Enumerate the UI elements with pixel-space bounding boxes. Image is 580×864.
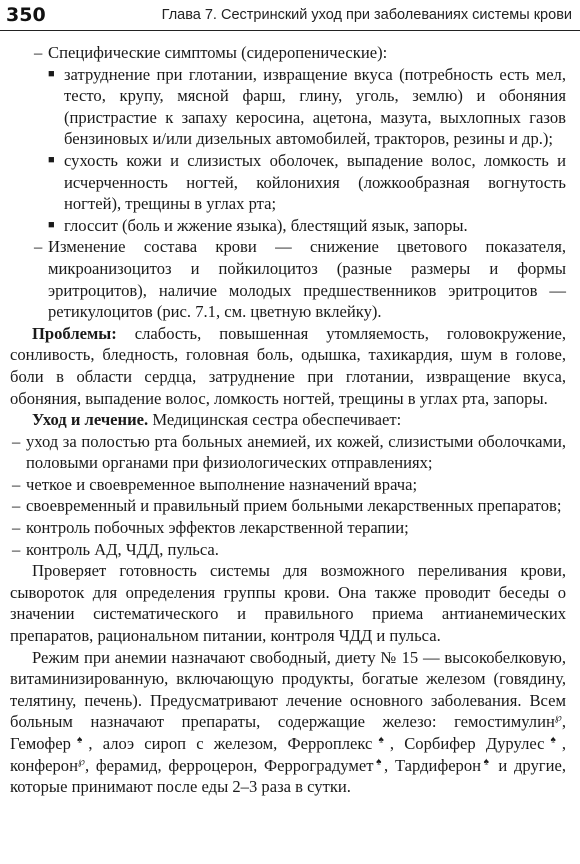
problems-label: Проблемы: [32, 323, 117, 343]
drug-mark: ℘ [554, 712, 562, 724]
care-paragraph [10, 409, 566, 431]
page-header [0, 0, 580, 31]
drug-name: конферон [10, 755, 78, 775]
care-item: – контроль АД, ЧДД, пульса. [10, 539, 566, 561]
drug-name: Сорбифер Дурулес [404, 734, 545, 753]
blood-changes: – Изменение состава крови — снижение цветового показателя, микроанизоцитоз и пойкилоцитоз (разные размеры и формы эритроцитов), наличие молодых предшественников эритроцитов — ретикулоцитов (рис. 7.1, см. цветную вклейку). [10, 236, 566, 322]
readiness-paragraph: Проверяет готовность системы для возможного переливания крови, сывороток для определения группы крови. Она также проводит беседы о значении систематического и правильного приема антианемических препаратов, рациональном питании, контроля ЧДД и пульса. [10, 561, 566, 646]
care-item: – четкое и своевременное выполнение назначений врача; [10, 474, 566, 496]
specific-symptoms-heading: – Специфические симптомы (сидеропенические): [10, 42, 566, 64]
drug-name: Тардиферон [394, 755, 482, 775]
care-label: Уход и лечение. [32, 410, 149, 430]
chapter-title: Глава 7. Сестринский уход при заболеваниях системы крови [161, 7, 572, 23]
drug-name: ферамид, ферроцерон, Ферроградумет [95, 755, 374, 775]
symptom-item: ■ сухость кожи и слизистых оболочек, выпадение волос, ломкость и исчерченность ногтей, койлонихия (ложкообразная вогнутость ногтей), трещины в углах рта; [10, 150, 566, 215]
drug-mark: ℘ [78, 756, 85, 768]
symptom-item: ■ глоссит (боль и жжение языка), блестящий язык, запоры. [10, 215, 566, 237]
drug-name: алоэ сироп с железом, Ферроплекс [102, 734, 373, 753]
drug-mark: ♠ [481, 756, 492, 768]
care-item: – уход за полостью рта больных анемией, их кожей, слизистыми оболочками, половыми органами при физиологических отправлениях; [10, 431, 566, 474]
drug-name: гемостимулин [454, 712, 555, 732]
regimen-paragraph: Режим при анемии назначают свободный, диету № 15 — высокобелковую, витаминизированную, включающую продукты, богатые железом (говядину, телятину, печень). Предусматривают лечение основного заболевания. Всем больным назначают препараты, содержащие железо: гемостимулин℘, Гемофер♠, алоэ сироп с железом, Ферроплекс♠, Сорбифер Дурулес♠, конферон℘, ферамид, ферроцерон, Ферроградумет♠, Тардиферон♠ и другие, которые принимают после еды 2–3 раза в сутки. [10, 647, 567, 797]
regimen-text: Режим при анемии назначают свободный, диету № 15 — высокобелковую, витаминизированную, включающую продукты, богатые железом (говядину, телятину, печень). Предусматривают лечение основного заболевания. Всем больным назначают препараты, содержащие железо: [10, 647, 566, 732]
care-item: – своевременный и правильный прием больными лекарственных препаратов; [10, 495, 566, 517]
page-body [10, 42, 566, 798]
drug-mark: ♠ [372, 734, 390, 746]
drug-name: Гемофер [10, 734, 71, 753]
drug-mark: ♠ [544, 734, 562, 746]
drug-mark: ♠ [70, 734, 89, 746]
page-number: 350 [6, 4, 46, 26]
problems-text: слабость, повышенная утомляемость, головокружение, сонливость, бледность, головная боль, одышка, тахикардия, шум в голове, боли в области сердца, затруднение при глотании, извращение вкуса, обоняния, выпадение волос, ломкость ногтей, трещины в углах рта, запоры. [10, 323, 566, 408]
drug-mark: ♠ [373, 756, 385, 768]
problems-paragraph [10, 323, 566, 409]
care-item: – контроль побочных эффектов лекарственной терапии; [10, 517, 566, 539]
symptom-item: ■ затруднение при глотании, извращение вкуса (потребность есть мел, тесто, крупу, мясной фарш, глину, уголь, землю) и обоняния (пристрастие к запаху керосина, ацетона, мазута, выхлопных газов бензиновых и/или дизельных автомобилей, тракторов, резины и др.); [10, 64, 566, 150]
care-text: Медицинская сестра обеспечивает: [148, 410, 402, 430]
regimen-end: и другие, которые принимают после еды 2–3 раза в сутки. [10, 755, 566, 797]
